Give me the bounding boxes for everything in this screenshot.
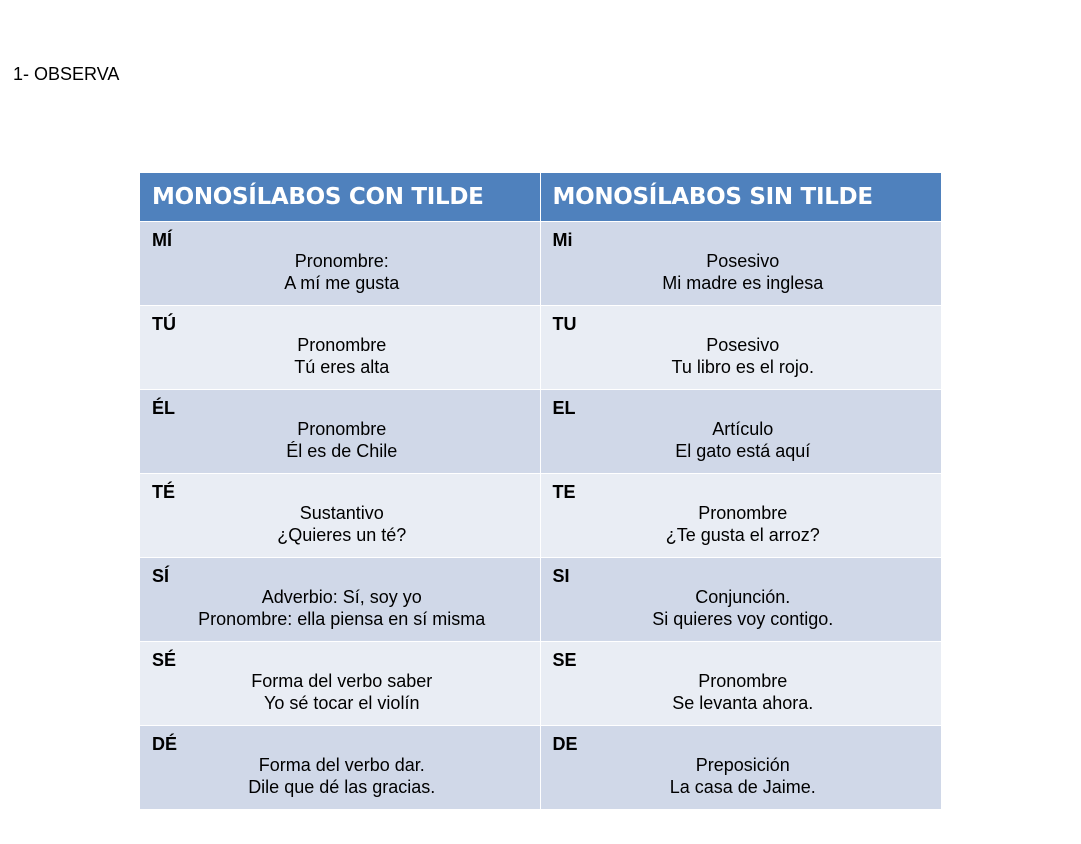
example-text: Yo sé tocar el violín bbox=[264, 692, 420, 713]
category-text: Pronombre bbox=[297, 334, 387, 355]
cell-con-tilde bbox=[140, 725, 540, 809]
example-text: La casa de Jaime. bbox=[669, 776, 816, 797]
monosyllable-word: TU bbox=[552, 313, 577, 334]
cell-con-tilde bbox=[140, 305, 540, 389]
example-text: ¿Te gusta el arroz? bbox=[665, 524, 820, 545]
monosyllable-word: MÍ bbox=[152, 229, 172, 250]
monosyllable-word: SÉ bbox=[152, 649, 177, 670]
cell-sin-tilde bbox=[540, 473, 941, 557]
monosyllable-word: Mi bbox=[552, 229, 573, 250]
example-text: Si quieres voy contigo. bbox=[652, 608, 834, 629]
monosyllable-word: EL bbox=[552, 397, 576, 418]
cell-con-tilde bbox=[140, 389, 540, 473]
table-header-row bbox=[140, 173, 941, 221]
cell-sin-tilde bbox=[540, 725, 941, 809]
example-text: ¿Quieres un té? bbox=[277, 524, 407, 545]
cell-sin-tilde bbox=[540, 557, 941, 641]
category-text: Pronombre bbox=[297, 418, 387, 439]
example-text: Él es de Chile bbox=[286, 440, 398, 461]
cell-con-tilde bbox=[140, 473, 540, 557]
cell-sin-tilde bbox=[540, 305, 941, 389]
category-text: Posesivo bbox=[706, 250, 780, 271]
cell-con-tilde bbox=[140, 641, 540, 725]
monosyllables-table bbox=[140, 173, 941, 809]
category-text: Artículo bbox=[712, 418, 774, 439]
cell-con-tilde bbox=[140, 557, 540, 641]
category-text: Adverbio: Sí, soy yo bbox=[261, 586, 422, 607]
monosyllable-word: ÉL bbox=[152, 397, 176, 418]
monosyllable-word: DE bbox=[552, 733, 578, 754]
monosyllable-word: TE bbox=[552, 481, 576, 502]
category-text: Sustantivo bbox=[299, 502, 384, 523]
example-text: Dile que dé las gracias. bbox=[248, 776, 436, 797]
monosyllable-word: TÚ bbox=[152, 313, 176, 334]
monosyllable-word: DÉ bbox=[152, 733, 178, 754]
category-text: Preposición bbox=[695, 754, 790, 775]
table-row bbox=[140, 557, 941, 641]
example-text: El gato está aquí bbox=[675, 440, 811, 461]
header-con-tilde: MONOSÍLABOS CON TILDE bbox=[140, 173, 540, 221]
category-text: Conjunción. bbox=[695, 586, 791, 607]
table-row bbox=[140, 641, 941, 725]
monosyllable-word: TÉ bbox=[152, 481, 176, 502]
category-text: Pronombre bbox=[698, 502, 788, 523]
example-text: Se levanta ahora. bbox=[672, 692, 814, 713]
table-row bbox=[140, 305, 941, 389]
example-text: Pronombre: ella piensa en sí misma bbox=[198, 608, 486, 629]
header-sin-tilde: MONOSÍLABOS SIN TILDE bbox=[540, 173, 941, 221]
example-text: Tu libro es el rojo. bbox=[671, 356, 814, 377]
table-row bbox=[140, 725, 941, 809]
example-text: A mí me gusta bbox=[284, 272, 400, 293]
table-row bbox=[140, 389, 941, 473]
cell-sin-tilde bbox=[540, 641, 941, 725]
monosyllable-word: SÍ bbox=[152, 565, 170, 586]
category-text: Forma del verbo saber bbox=[251, 670, 433, 691]
cell-con-tilde bbox=[140, 221, 540, 305]
cell-sin-tilde bbox=[540, 389, 941, 473]
cell-sin-tilde bbox=[540, 221, 941, 305]
category-text: Posesivo bbox=[706, 334, 780, 355]
example-text: Mi madre es inglesa bbox=[662, 272, 824, 293]
example-text: Tú eres alta bbox=[294, 356, 390, 377]
category-text: Pronombre bbox=[698, 670, 788, 691]
table-row bbox=[140, 473, 941, 557]
instruction-heading: 1- OBSERVA bbox=[13, 64, 120, 84]
category-text: Forma del verbo dar. bbox=[258, 754, 425, 775]
monosyllable-word: SI bbox=[552, 565, 570, 586]
table-row bbox=[140, 221, 941, 305]
monosyllable-word: SE bbox=[552, 649, 577, 670]
category-text: Pronombre: bbox=[294, 250, 389, 271]
